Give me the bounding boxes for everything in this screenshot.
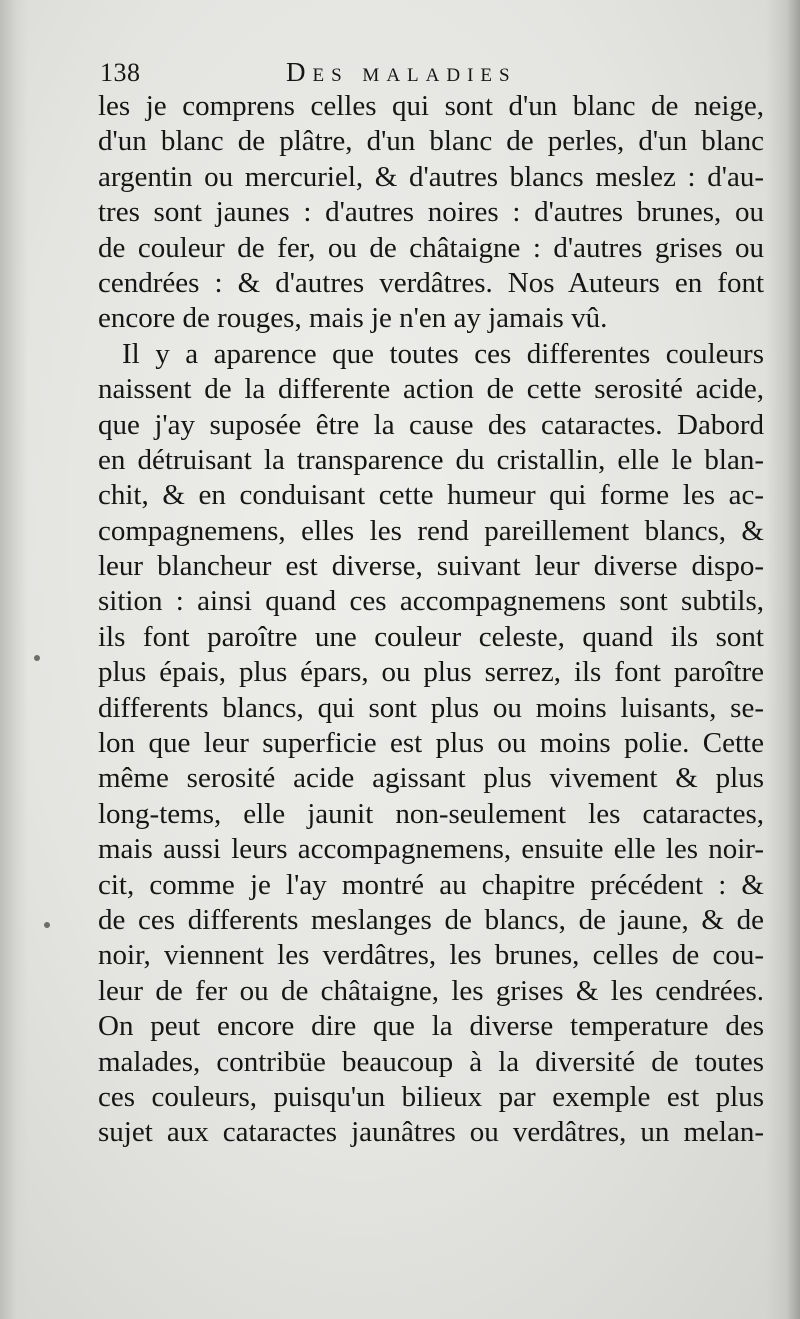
text-line: de couleur de fer, ou de châtaigne : d'autres grises ou	[98, 231, 764, 264]
body-text	[98, 89, 764, 1151]
paper-speck	[44, 922, 50, 928]
text-line: que j'ay suposée être la cause des cataractes. Dabord	[98, 408, 764, 441]
text-line: cit, comme je l'ay montré au chapitre précédent : &	[98, 868, 764, 901]
text-line: encore de rouges, mais je n'en ay jamais vû.	[98, 302, 608, 335]
text-line: compagnemens, elles les rend pareillement blancs, &	[98, 514, 764, 547]
text-line: de ces differents meslanges de blancs, de jaune, & de	[98, 903, 764, 936]
text-line: chit, & en conduisant cette humeur qui forme les ac-	[98, 479, 764, 512]
text-line: On peut encore dire que la diverse temperature des	[98, 1010, 764, 1043]
text-line: les je comprens celles qui sont d'un blanc de neige,	[98, 90, 764, 122]
text-line: noir, viennent les verdâtres, les brunes, celles de cou-	[98, 939, 764, 972]
text-line: ils font paroître une couleur celeste, quand ils sont	[98, 620, 764, 653]
running-head: Des maladies	[286, 57, 517, 87]
page-shadow-right	[766, 0, 800, 1319]
text-line: mais aussi leurs accompagnemens, ensuite elle les noir-	[98, 833, 764, 866]
page-shadow-left	[0, 0, 28, 1319]
paper-speck	[34, 655, 40, 661]
text-line: même serosité acide agissant plus vivement & plus	[98, 762, 764, 795]
text-line: sujet aux cataractes jaunâtres ou verdâtres, un melan-	[98, 1116, 764, 1149]
text-line: long-tems, elle jaunit non-seulement les cataractes,	[98, 797, 764, 830]
page-number: 138	[100, 58, 141, 87]
text-line: malades, contribüe beaucoup à la diversité de toutes	[98, 1045, 764, 1078]
text-line: differents blancs, qui sont plus ou moins luisants, se-	[98, 691, 764, 724]
text-line: d'un blanc de plâtre, d'un blanc de perles, d'un blanc	[98, 125, 764, 158]
text-line: argentin ou mercuriel, & d'autres blancs meslez : d'au-	[98, 160, 764, 193]
text-line: en détruisant la transparence du cristallin, elle le blan-	[98, 443, 764, 476]
text-line: Il y a aparence que toutes ces differentes couleurs	[122, 337, 764, 370]
text-line: leur de fer ou de châtaigne, les grises & les cendrées.	[98, 974, 764, 1007]
text-line: leur blancheur est diverse, suivant leur diverse dispo-	[98, 550, 764, 583]
text-line: lon que leur superficie est plus ou moins polie. Cette	[98, 727, 764, 760]
text-line: cendrées : & d'autres verdâtres. Nos Auteurs en font	[98, 266, 764, 299]
text-line: naissent de la differente action de cette serosité acide,	[98, 373, 764, 406]
text-line: sition : ainsi quand ces accompagnemens sont subtils,	[98, 585, 764, 618]
page-header	[100, 54, 760, 94]
text-line: ces couleurs, puisqu'un bilieux par exemple est plus	[98, 1080, 764, 1113]
text-line: plus épais, plus épars, ou plus serrez, ils font paroître	[98, 656, 764, 689]
text-line: tres sont jaunes : d'autres noires : d'autres brunes, ou	[98, 196, 764, 229]
